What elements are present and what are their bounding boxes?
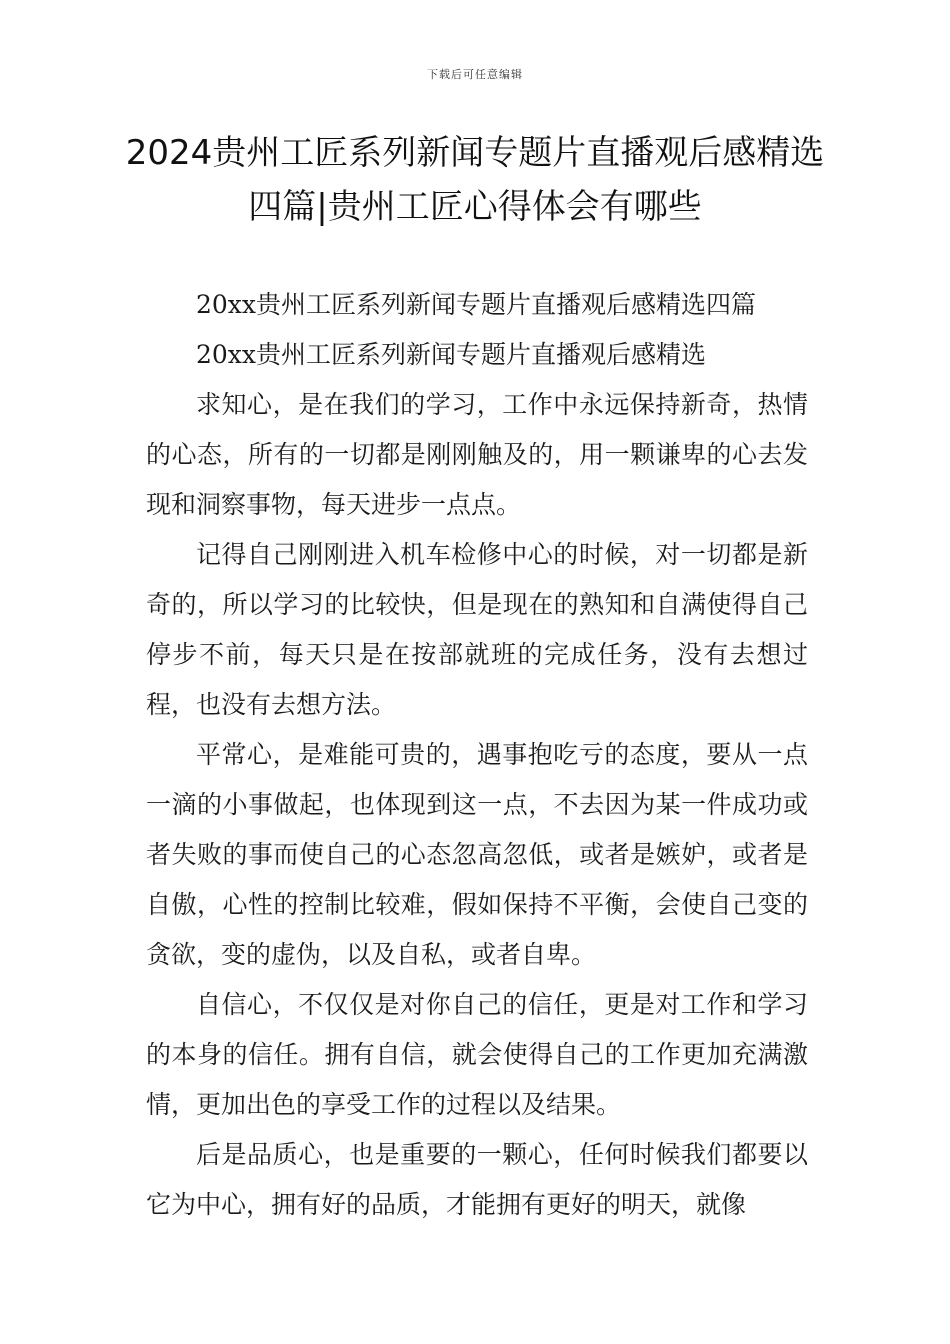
paragraph: 记得自己刚刚进入机车检修中心的时候，对一切都是新奇的，所以学习的比较快，但是现在的熟知和自满使得自己停步不前，每天只是在按部就班的完成任务，没有去想过程，也没有去想方法。 — [146, 540, 808, 719]
header-note: 下载后可任意编辑 — [427, 68, 523, 81]
paragraph: 20xx贵州工匠系列新闻专题片直播观后感精选 — [196, 340, 707, 369]
paragraph: 20xx贵州工匠系列新闻专题片直播观后感精选四篇 — [196, 290, 757, 319]
document-title: 2024贵州工匠系列新闻专题片直播观后感精选四篇|贵州工匠心得体会有哪些 — [125, 133, 825, 227]
paragraph: 求知心，是在我们的学习，工作中永远保持新奇，热情的心态，所有的一切都是刚刚触及的，用一颗谦卑的心去发现和洞察事物，每天进步一点点。 — [146, 390, 808, 519]
paragraph: 平常心，是难能可贵的，遇事抱吃亏的态度，要从一点一滴的小事做起，也体现到这一点，不去因为某一件成功或者失败的事而使自己的心态忽高忽低，或者是嫉妒，或者是自傲，心性的控制比较难，假如保持不平衡，会使自己变的贪欲，变的虚伪，以及自私，或者自卑。 — [146, 740, 808, 969]
paragraph: 自信心，不仅仅是对你自己的信任，更是对工作和学习的本身的信任。拥有自信，就会使得自己的工作更加充满激情，更加出色的享受工作的过程以及结果。 — [146, 990, 808, 1119]
paragraph: 后是品质心，也是重要的一颗心，任何时候我们都要以它为中心，拥有好的品质，才能拥有更好的明天，就像 — [146, 1140, 808, 1219]
document-body — [146, 280, 808, 1230]
